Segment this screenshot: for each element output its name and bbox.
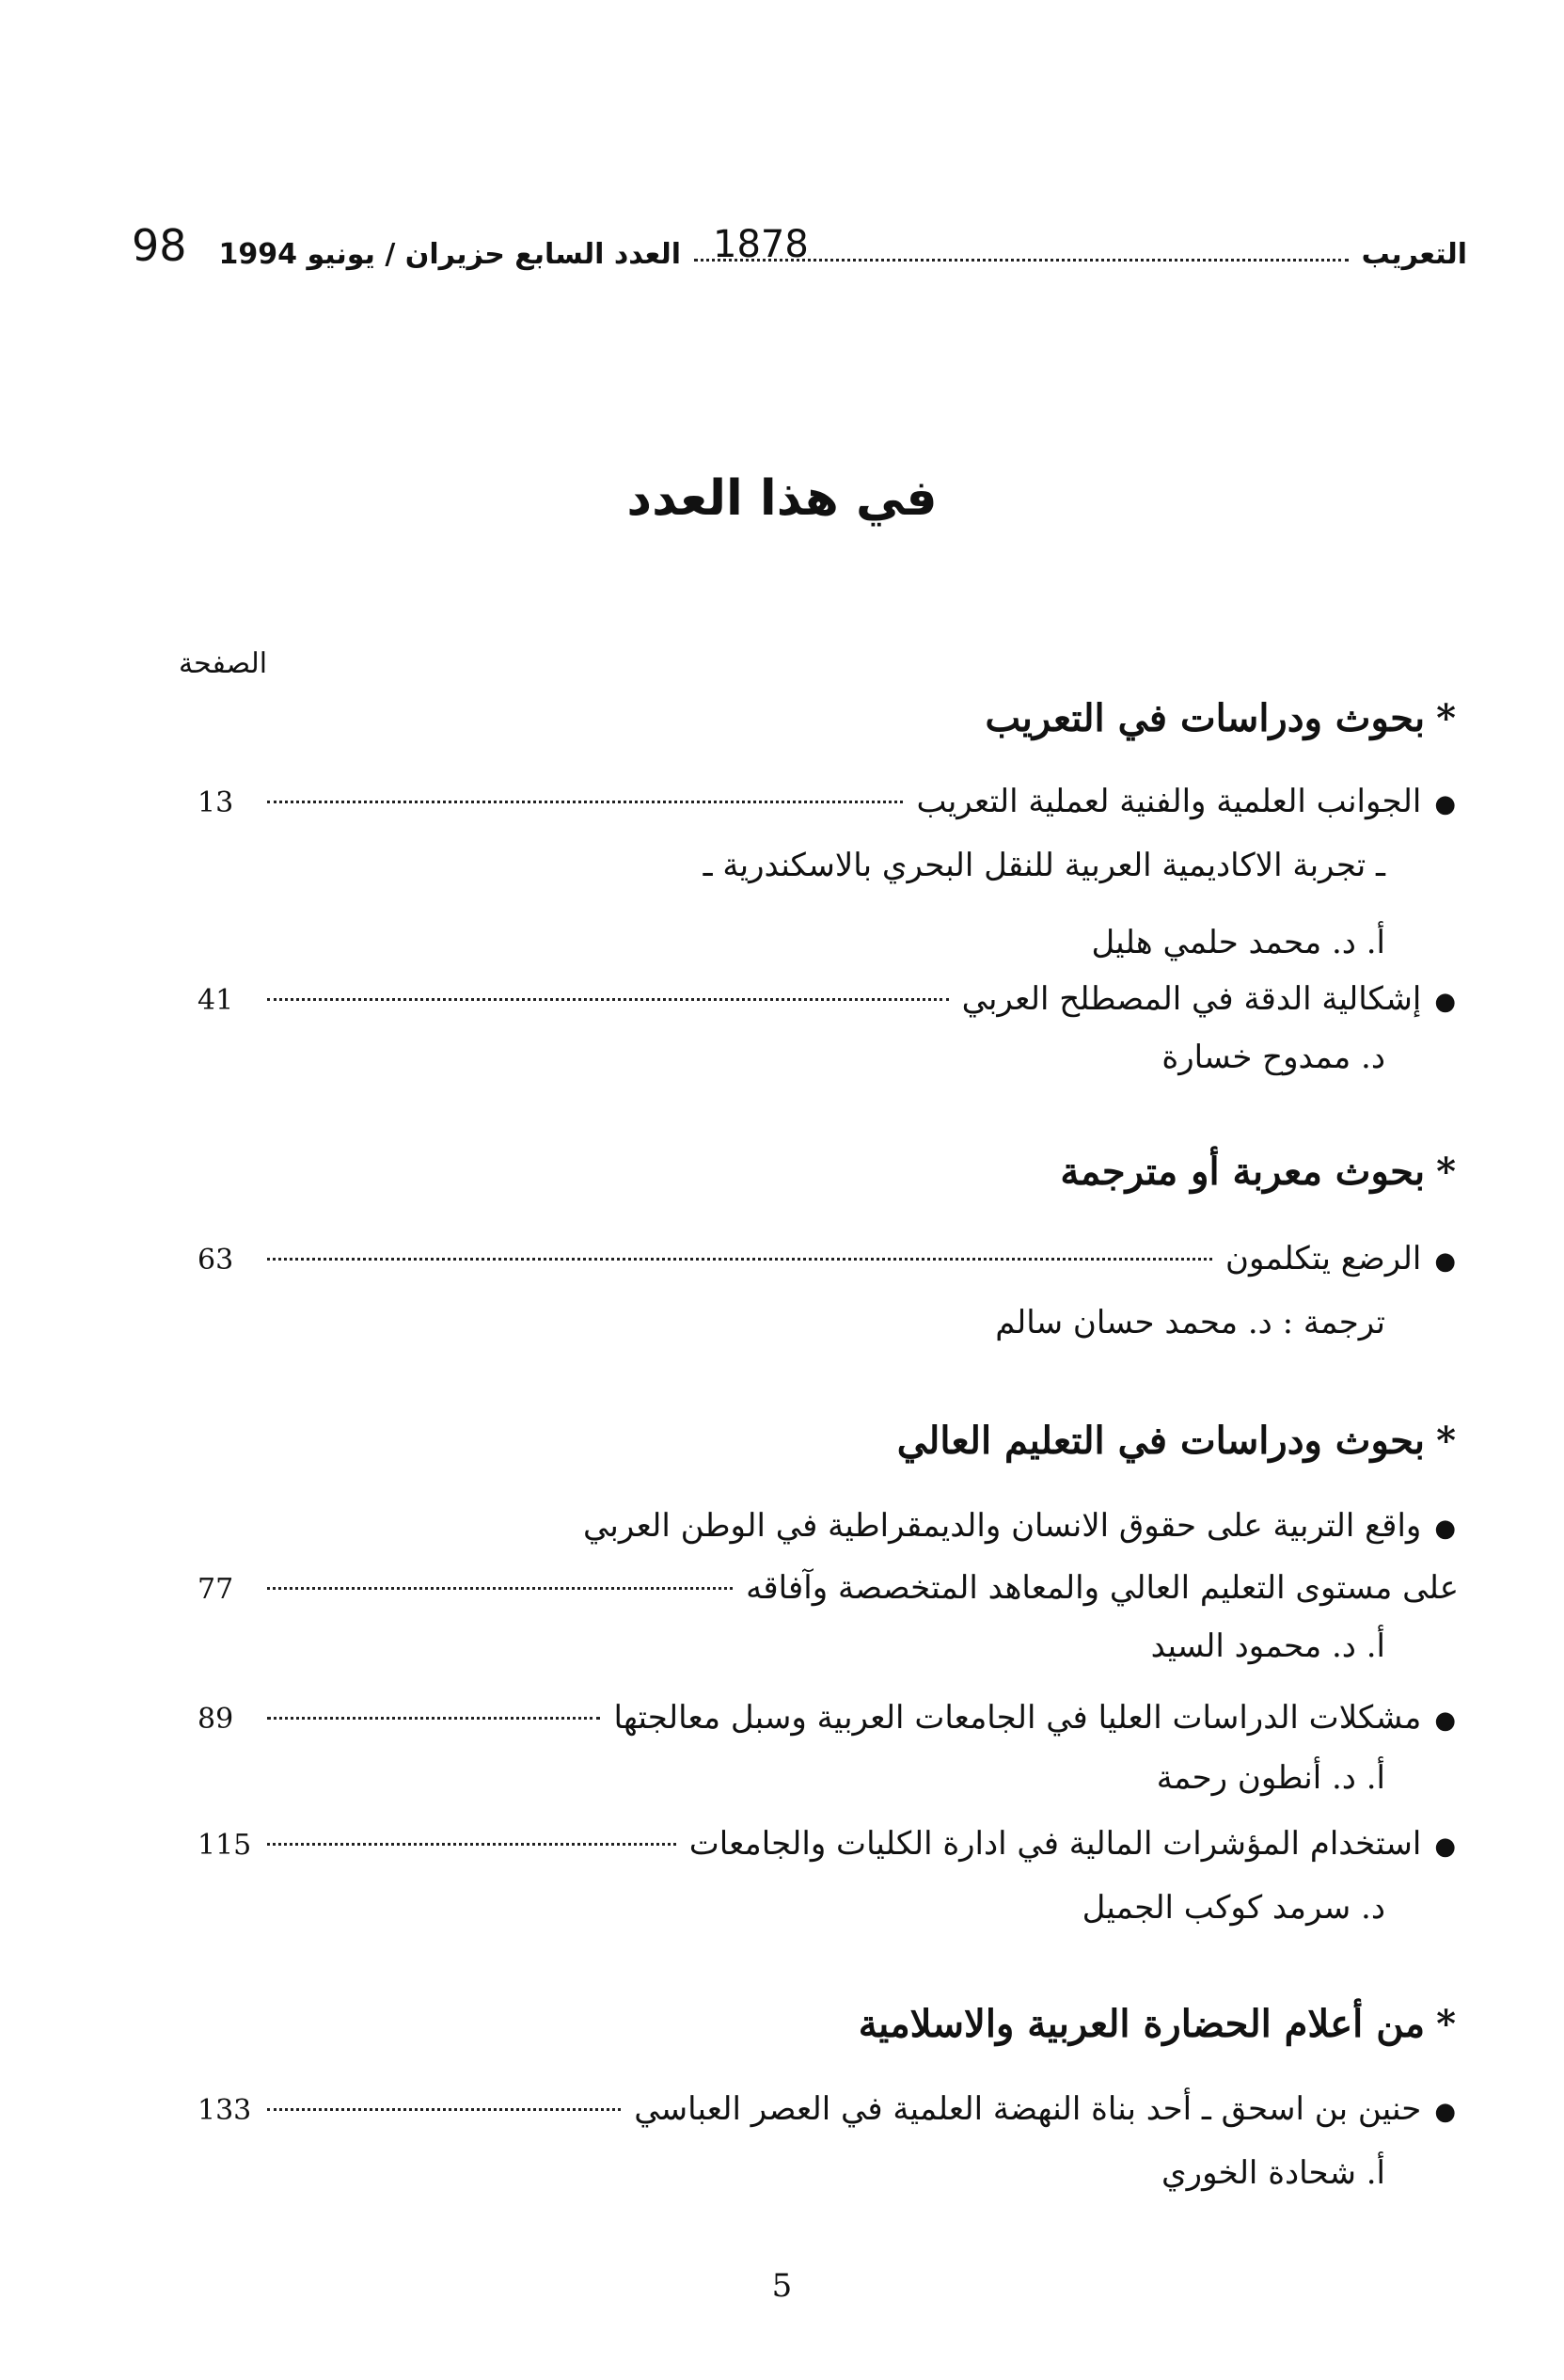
- entry-author: أ. د. أنطون رحمة: [1156, 1759, 1385, 1797]
- dot-leader: [267, 1716, 600, 1720]
- bullet-icon: ●: [1434, 1247, 1456, 1276]
- section-heading: *بحوث ودراسات في التعريب: [985, 696, 1456, 740]
- entry-page: 115: [197, 1829, 252, 1862]
- toc-entry-first-line[interactable]: [583, 1507, 1456, 1545]
- dot-leader: [267, 2107, 621, 2111]
- toc-entry[interactable]: [197, 1240, 1456, 1277]
- entry-page: 63: [197, 1244, 234, 1277]
- entry-subtitle: ـ تجربة الاكاديمية العربية للنقل البحري بالاسكندرية ـ: [703, 847, 1385, 884]
- dot-leader: [267, 1586, 733, 1590]
- dot-leader: [267, 997, 949, 1001]
- dot-leader: [267, 1842, 676, 1846]
- entry-title: استخدام المؤشرات المالية في ادارة الكليات والجامعات: [688, 1825, 1422, 1863]
- bullet-icon: ●: [1434, 2098, 1456, 2126]
- entry-page: 13: [197, 786, 234, 819]
- bullet-icon: ●: [1434, 1515, 1456, 1543]
- star-marker: *: [1436, 696, 1456, 740]
- toc-entry[interactable]: [197, 1825, 1456, 1863]
- toc-entry[interactable]: [197, 2090, 1456, 2128]
- dot-leader: [267, 800, 903, 803]
- journal-name: التعريب: [1361, 238, 1467, 271]
- bullet-icon: ●: [1434, 1706, 1456, 1735]
- dot-leader: [267, 1257, 1212, 1261]
- section-heading: *بحوث معربة أو مترجمة: [1060, 1150, 1456, 1194]
- entry-title-line1: واقع التربية على حقوق الانسان والديمقراطية في الوطن العربي: [583, 1507, 1422, 1545]
- entry-title: إشكالية الدقة في المصطلح العربي: [961, 980, 1422, 1018]
- toc-entry[interactable]: [197, 1569, 1459, 1607]
- star-marker: *: [1436, 1150, 1456, 1194]
- page-column-label: الصفحة: [179, 647, 268, 680]
- corner-mark: 98: [132, 220, 187, 271]
- page-number: 5: [771, 2267, 793, 2305]
- handwritten-number: 1878: [713, 223, 809, 266]
- running-header: [132, 214, 1467, 271]
- section-heading: *بحوث ودراسات في التعليم العالي: [896, 1419, 1456, 1463]
- issue-info: العدد السابع حزيران / يونيو 1994: [218, 238, 682, 271]
- entry-title: الرضع يتكلمون: [1225, 1240, 1422, 1277]
- entry-page: 89: [197, 1703, 234, 1736]
- toc-entry[interactable]: [197, 1699, 1456, 1737]
- entry-page: 133: [197, 2094, 252, 2127]
- toc-entry[interactable]: [197, 783, 1456, 820]
- entry-title: حنين بن اسحق ـ أحد بناة النهضة العلمية في العصر العباسي: [634, 2090, 1422, 2128]
- entry-author: د. سرمد كوكب الجميل: [1082, 1889, 1385, 1927]
- page-title: في هذا العدد: [626, 470, 938, 527]
- star-marker: *: [1436, 2002, 1456, 2046]
- section-heading: *من أعلام الحضارة العربية والاسلامية: [858, 2002, 1456, 2046]
- entry-title: الجوانب العلمية والفنية لعملية التعريب: [916, 783, 1422, 820]
- header-leader: [694, 223, 1349, 266]
- entry-author: ترجمة : د. محمد حسان سالم: [995, 1304, 1385, 1341]
- toc-entry[interactable]: [197, 980, 1456, 1018]
- entry-author: أ. د. محمود السيد: [1150, 1627, 1385, 1665]
- bullet-icon: ●: [1434, 988, 1456, 1016]
- entry-page: 41: [197, 984, 234, 1017]
- entry-title: على مستوى التعليم العالي والمعاهد المتخصصة وآفاقه: [746, 1569, 1459, 1607]
- entry-page: 77: [197, 1573, 234, 1606]
- star-marker: *: [1436, 1419, 1456, 1463]
- bullet-icon: ●: [1434, 790, 1456, 818]
- entry-author: أ. د. محمد حلمي هليل: [1091, 924, 1385, 961]
- entry-author: أ. شحادة الخوري: [1161, 2154, 1385, 2192]
- bullet-icon: ●: [1434, 1833, 1456, 1861]
- entry-title: مشكلات الدراسات العليا في الجامعات العربية وسبل معالجتها: [613, 1699, 1422, 1737]
- entry-author: د. ممدوح خسارة: [1161, 1039, 1385, 1076]
